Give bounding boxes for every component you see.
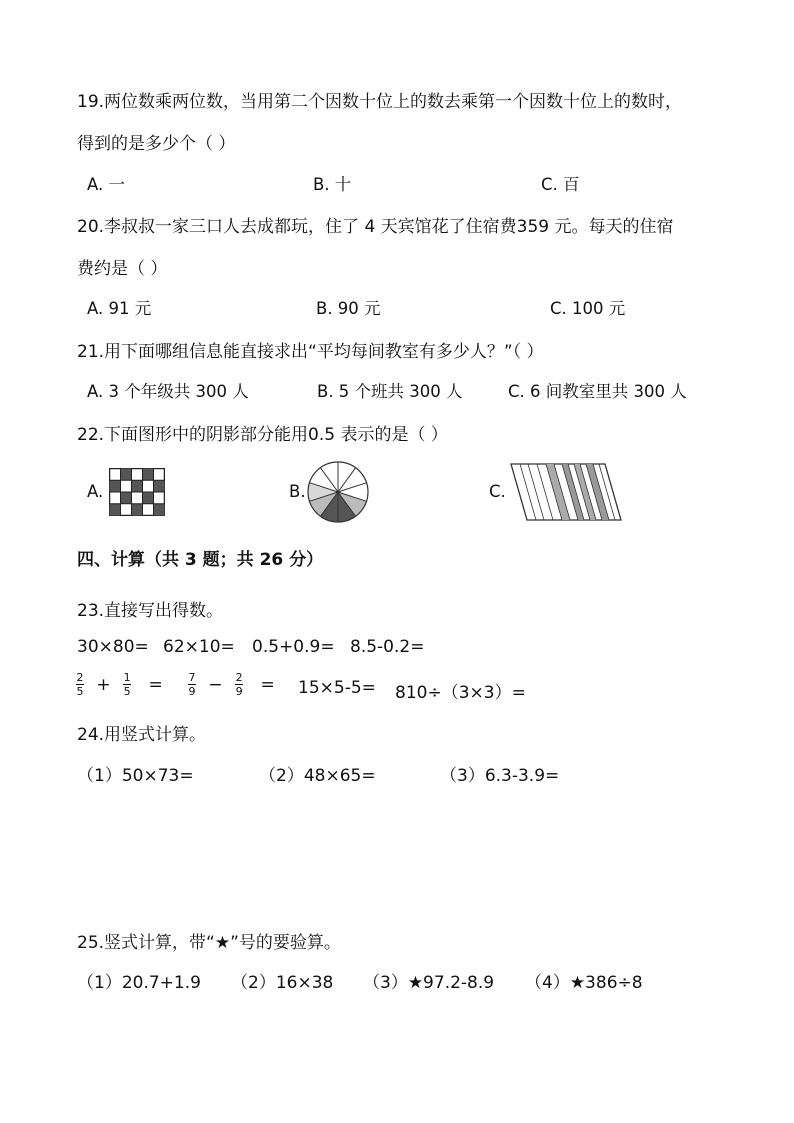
checkered-grid-figure bbox=[109, 468, 165, 516]
q23-expr-1: 30×80= bbox=[77, 637, 149, 657]
fraction bbox=[235, 672, 243, 697]
q25-text: 25.竖式计算，带“★”号的要验算。 bbox=[77, 933, 341, 953]
q20-text-line2: 费约是（ ） bbox=[77, 259, 168, 279]
fraction bbox=[188, 672, 196, 697]
q22-text-line1: 22.下面图形中的阴影部分能用0.5 表示的是（ ） bbox=[77, 425, 448, 445]
equals-sign: = bbox=[148, 674, 163, 695]
q24-text: 24.用竖式计算。 bbox=[77, 725, 207, 745]
q24-item-2: （2）48×65= bbox=[259, 766, 376, 786]
q20-text-line1: 20.李叔叔一家三口人去成都玩，住了 4 天宾馆花了住宿费359 元。每天的住宿 bbox=[77, 217, 674, 237]
section-heading: 四、计算（共 3 题；共 26 分） bbox=[77, 550, 324, 570]
q22-option-b[interactable]: B. bbox=[289, 482, 306, 501]
denominator: 5 bbox=[76, 685, 84, 698]
q22-option-c[interactable]: C. bbox=[489, 482, 506, 501]
q19-text-line1: 19.两位数乘两位数，当用第二个因数十位上的数去乘第一个因数十位上的数时， bbox=[77, 92, 683, 112]
q23-expr-8: 810÷（3×3）= bbox=[395, 683, 526, 703]
striped-parallelogram-figure bbox=[510, 463, 622, 521]
q19-option-b[interactable]: B. 十 bbox=[313, 175, 352, 194]
q23-fraction-expr-1 bbox=[76, 672, 163, 697]
q23-expr-3: 0.5+0.9= bbox=[252, 637, 335, 657]
q23-expr-2: 62×10= bbox=[163, 637, 235, 657]
operator: − bbox=[208, 674, 223, 695]
numerator: 2 bbox=[76, 671, 84, 684]
q23-text: 23.直接写出得数。 bbox=[77, 601, 224, 621]
q24-item-1: （1）50×73= bbox=[77, 766, 194, 786]
q20-option-a[interactable]: A. 91 元 bbox=[87, 299, 152, 318]
q25-item-4: （4）★386÷8 bbox=[525, 973, 643, 993]
q25-item-2: （2）16×38 bbox=[231, 973, 334, 993]
q21-text-line1: 21.用下面哪组信息能直接求出“平均每间教室有多少人？”（ ） bbox=[77, 342, 544, 362]
numerator: 1 bbox=[123, 671, 131, 684]
q21-option-a[interactable]: A. 3 个年级共 300 人 bbox=[87, 382, 249, 401]
q21-option-b[interactable]: B. 5 个班共 300 人 bbox=[317, 382, 463, 401]
denominator: 9 bbox=[235, 685, 243, 698]
fraction bbox=[76, 672, 84, 697]
q21-option-c[interactable]: C. 6 间教室里共 300 人 bbox=[508, 382, 687, 401]
numerator: 2 bbox=[235, 671, 243, 684]
q22-option-a[interactable]: A. bbox=[87, 482, 104, 501]
fraction bbox=[123, 672, 131, 697]
q23-fraction-expr-2 bbox=[188, 672, 275, 697]
operator: + bbox=[96, 674, 111, 695]
q24-item-3: （3）6.3-3.9= bbox=[440, 766, 560, 786]
q20-option-b[interactable]: B. 90 元 bbox=[316, 299, 381, 318]
q20-option-c[interactable]: C. 100 元 bbox=[550, 299, 626, 318]
denominator: 5 bbox=[123, 685, 131, 698]
numerator: 7 bbox=[188, 671, 196, 684]
q25-item-1: （1）20.7+1.9 bbox=[77, 973, 201, 993]
q19-option-c[interactable]: C. 百 bbox=[541, 175, 580, 194]
q23-expr-4: 8.5-0.2= bbox=[350, 637, 425, 657]
q25-item-3: （3）★97.2-8.9 bbox=[363, 973, 495, 993]
q19-option-a[interactable]: A. 一 bbox=[87, 175, 125, 194]
q23-expr-7: 15×5-5= bbox=[298, 678, 376, 698]
equals-sign: = bbox=[260, 674, 275, 695]
denominator: 9 bbox=[188, 685, 196, 698]
divided-circle-figure bbox=[306, 460, 370, 524]
q19-text-line2: 得到的是多少个（ ） bbox=[77, 134, 236, 154]
